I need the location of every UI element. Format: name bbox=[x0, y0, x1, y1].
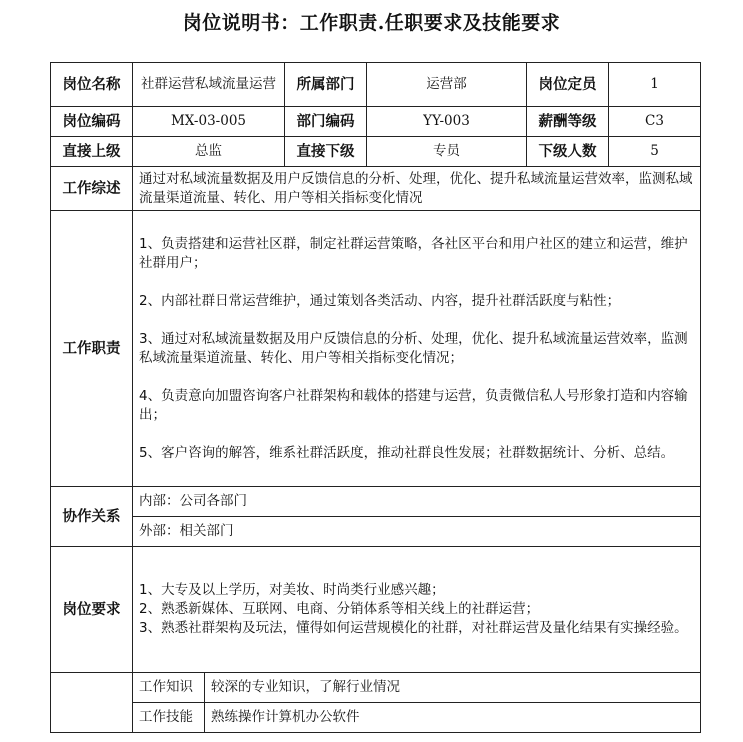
job-description-table bbox=[50, 62, 701, 733]
position-name-value: 社群运营私域流量运营 bbox=[133, 63, 285, 107]
row-collab-external bbox=[51, 517, 701, 547]
page-title: 岗位说明书：工作职责.任职要求及技能要求 bbox=[182, 12, 561, 34]
skill-value: 熟练操作计算机办公软件 bbox=[205, 703, 701, 733]
knowledge-value: 较深的专业知识，了解行业情况 bbox=[205, 673, 701, 703]
row-skill bbox=[51, 703, 701, 733]
skill-label: 工作技能 bbox=[133, 703, 205, 733]
knowledge-label: 工作知识 bbox=[133, 673, 205, 703]
row-knowledge bbox=[51, 673, 701, 703]
position-code-value: MX-03-005 bbox=[133, 107, 285, 137]
requirements-label: 岗位要求 bbox=[51, 547, 133, 673]
department-value: 运营部 bbox=[367, 63, 527, 107]
department-code-label: 部门编码 bbox=[285, 107, 367, 137]
skills-label-blank bbox=[51, 673, 133, 733]
subordinate-count-value: 5 bbox=[609, 137, 701, 167]
duty-item: 5、客户咨询的解答，维系社群活跃度，推动社群良性发展；社群数据统计、分析、总结。 bbox=[139, 444, 675, 461]
row-summary bbox=[51, 167, 701, 211]
row-position-code bbox=[51, 107, 701, 137]
subordinate-label: 直接下级 bbox=[285, 137, 367, 167]
subordinate-value: 专员 bbox=[367, 137, 527, 167]
salary-grade-value: C3 bbox=[609, 107, 701, 137]
duty-item: 3、通过对私域流量数据及用户反馈信息的分析、处理，优化、提升私域流量运营效率，监测私域流量渠道流量、转化、用户等相关指标变化情况； bbox=[139, 330, 688, 366]
duty-item: 1、负责搭建和运营社区群，制定社群运营策略，各社区平台和用户社区的建立和运营，维护社群用户； bbox=[139, 235, 688, 271]
superior-value: 总监 bbox=[133, 137, 285, 167]
summary-label: 工作综述 bbox=[51, 167, 133, 211]
requirement-item: 3、熟悉社群架构及玩法，懂得如何运营规模化的社群，对社群运营及量化结果有实操经验。 bbox=[139, 620, 688, 636]
collab-internal: 内部：公司各部门 bbox=[133, 487, 701, 517]
superior-label: 直接上级 bbox=[51, 137, 133, 167]
requirement-item: 1、大专及以上学历，对美妆、时尚类行业感兴趣； bbox=[139, 582, 445, 598]
headcount-value: 1 bbox=[609, 63, 701, 107]
department-code-value: YY-003 bbox=[367, 107, 527, 137]
row-position-name bbox=[51, 63, 701, 107]
duties-label: 工作职责 bbox=[51, 211, 133, 487]
duty-item: 4、负责意向加盟咨询客户社群架构和载体的搭建与运营，负责微信私人号形象打造和内容输出； bbox=[139, 387, 688, 423]
requirements-content bbox=[133, 547, 701, 673]
row-collab-internal bbox=[51, 487, 701, 517]
duties-content bbox=[133, 211, 701, 487]
collab-external: 外部：相关部门 bbox=[133, 517, 701, 547]
position-code-label: 岗位编码 bbox=[51, 107, 133, 137]
row-duties bbox=[51, 211, 701, 487]
requirement-item: 2、熟悉新媒体、互联网、电商、分销体系等相关线上的社群运营； bbox=[139, 601, 540, 617]
duty-item: 2、内部社群日常运营维护，通过策划各类活动、内容，提升社群活跃度与粘性； bbox=[139, 292, 621, 309]
row-superior bbox=[51, 137, 701, 167]
collab-label: 协作关系 bbox=[51, 487, 133, 547]
salary-grade-label: 薪酬等级 bbox=[527, 107, 609, 137]
summary-text: 通过对私域流量数据及用户反馈信息的分析、处理，优化、提升私域流量运营效率，监测私域流量渠道流量、转化、用户等相关指标变化情况 bbox=[133, 167, 701, 211]
headcount-label: 岗位定员 bbox=[527, 63, 609, 107]
subordinate-count-label: 下级人数 bbox=[527, 137, 609, 167]
row-requirements bbox=[51, 547, 701, 673]
position-name-label: 岗位名称 bbox=[51, 63, 133, 107]
department-label: 所属部门 bbox=[285, 63, 367, 107]
